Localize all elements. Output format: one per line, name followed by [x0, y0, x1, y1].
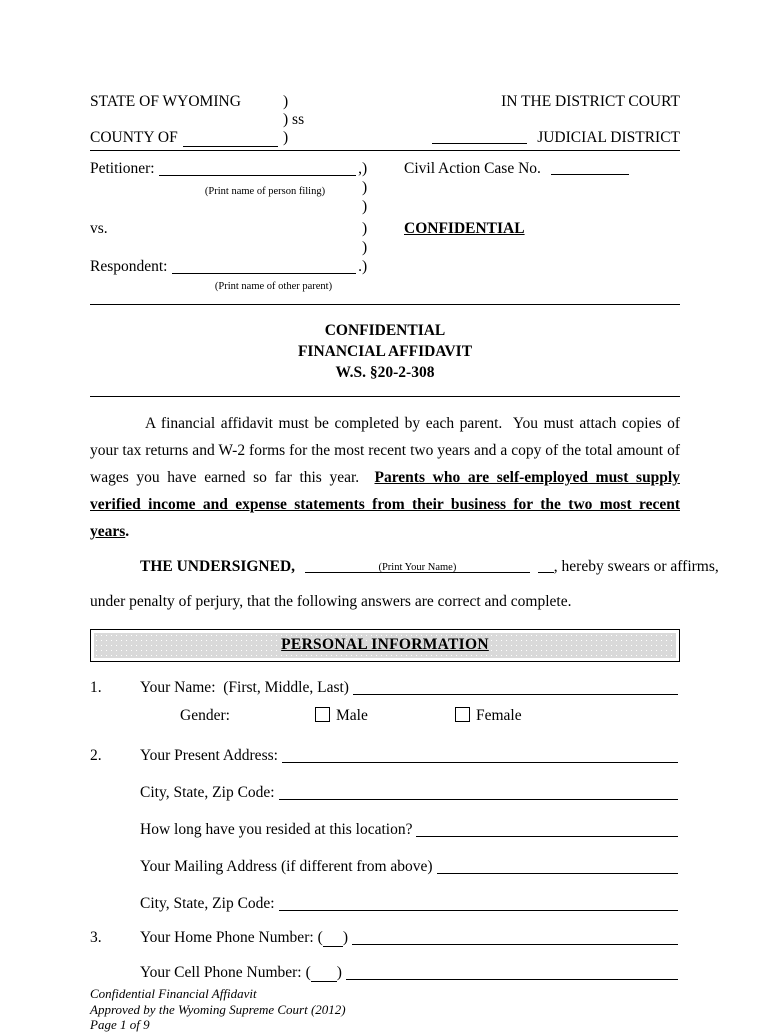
caption-paren: )	[283, 93, 289, 110]
petitioner-name-field[interactable]	[159, 161, 357, 176]
title-line-3: W.S. §20-2-308	[335, 364, 435, 381]
page-footer	[90, 986, 680, 1033]
cell-phone-field[interactable]	[346, 965, 678, 980]
intro-paragraph	[90, 410, 680, 545]
cell-phone-area-code-field[interactable]	[311, 968, 337, 982]
question-1-number: 1.	[90, 679, 102, 696]
close-paren: )	[336, 964, 342, 981]
question-1	[90, 677, 680, 697]
intro-text: A financial affidavit must be completed by each parent. You must attach copies of your tax returns and W-2 forms for the most recent two years and a copy of the total amount of wages you have earned so far this year.	[90, 415, 680, 486]
title-line-1: CONFIDENTIAL	[324, 322, 446, 339]
court-header-row-1	[90, 93, 680, 111]
city-state-zip-field[interactable]	[279, 785, 678, 800]
caption-row-blank-2	[90, 238, 680, 257]
case-number-field[interactable]	[551, 161, 629, 175]
home-phone-field[interactable]	[352, 930, 678, 945]
question-3	[90, 927, 680, 947]
open-paren: (	[317, 929, 323, 946]
your-name-label: Your Name: (First, Middle, Last)	[140, 679, 349, 696]
caption-row-petitioner	[90, 159, 680, 178]
section-header-shading	[94, 633, 676, 658]
mailing-address-label: Your Mailing Address (if different from above)	[140, 858, 433, 875]
caption-paren: )	[362, 258, 368, 275]
question-3-number: 3.	[90, 929, 102, 946]
undersigned-name-field[interactable]	[305, 559, 530, 573]
male-checkbox[interactable]	[315, 707, 330, 722]
footer-page-number: Page 1 of 9	[90, 1017, 150, 1032]
mailing-city-state-zip-field[interactable]	[279, 896, 678, 911]
court-header	[90, 93, 680, 151]
caption-row-respondent	[90, 257, 680, 276]
county-field[interactable]	[183, 133, 278, 147]
home-phone-area-code-field[interactable]	[323, 933, 343, 947]
confidential-label: CONFIDENTIAL	[404, 220, 525, 237]
respondent-hint: (Print name of other parent)	[214, 281, 333, 292]
ss-label: ) ss	[283, 111, 305, 128]
gender-row	[90, 705, 680, 725]
footer-approval-note: Approved by the Wyoming Supreme Court (2012)	[90, 1001, 346, 1017]
caption-paren: )	[362, 220, 368, 237]
open-paren: (	[305, 964, 311, 981]
state-label: STATE OF WYOMING	[90, 93, 241, 110]
intro-terminal: .	[125, 523, 130, 540]
caption-paren: )	[362, 239, 368, 256]
question-2-number: 2.	[90, 747, 102, 764]
title-line-2: FINANCIAL AFFIDAVIT	[297, 343, 473, 360]
county-label: COUNTY OF	[90, 129, 178, 146]
document-title	[90, 305, 680, 397]
respondent-label: Respondent:	[90, 258, 168, 275]
section-title: PERSONAL INFORMATION	[281, 636, 489, 653]
city-state-zip-row-1	[90, 782, 680, 802]
caption-paren: )	[283, 129, 289, 146]
section-header-box	[90, 629, 680, 662]
district-court-label: IN THE DISTRICT COURT	[501, 93, 680, 110]
close-paren: )	[342, 929, 348, 946]
case-caption	[90, 151, 680, 305]
print-your-name-hint: (Print Your Name)	[378, 562, 457, 573]
city-state-zip-row-2	[90, 893, 680, 913]
oath-tail: , hereby swears or affirms,	[553, 558, 719, 575]
gender-label: Gender:	[180, 707, 230, 724]
caption-paren: )	[362, 160, 368, 177]
female-label: Female	[476, 707, 522, 724]
female-checkbox[interactable]	[455, 707, 470, 722]
caption-row-vs	[90, 216, 680, 238]
cell-phone-label: Your Cell Phone Number:	[140, 964, 302, 981]
vs-label: vs.	[90, 220, 108, 237]
petitioner-label: Petitioner:	[90, 160, 155, 177]
comma: ,	[358, 160, 362, 177]
present-address-field[interactable]	[282, 748, 678, 763]
court-header-row-3	[90, 129, 680, 147]
question-2	[90, 745, 680, 765]
respondent-name-field[interactable]	[172, 259, 357, 274]
judicial-district-field[interactable]	[432, 130, 527, 144]
period: .	[358, 258, 362, 275]
caption-paren: )	[362, 198, 368, 215]
case-number-label: Civil Action Case No.	[404, 160, 541, 177]
caption-paren: )	[362, 179, 368, 196]
footer-document-name: Confidential Financial Affidavit	[90, 986, 257, 1001]
intro-bold-underlined-text: Parents who are self-employed must supply verified income and expense statements from their business for the two most recent years	[90, 469, 680, 540]
gender-female-option	[455, 707, 595, 725]
caption-row-petitioner-hint	[90, 178, 680, 197]
mailing-address-row	[90, 856, 680, 876]
judicial-district-label: JUDICIAL DISTRICT	[537, 129, 680, 146]
oath-line-2: under penalty of perjury, that the following answers are correct and complete.	[90, 593, 572, 610]
male-label: Male	[336, 707, 368, 724]
city-state-zip-label: City, State, Zip Code:	[140, 895, 275, 912]
your-name-field[interactable]	[353, 680, 678, 695]
caption-row-blank-1	[90, 197, 680, 216]
residence-duration-label: How long have you resided at this location?	[140, 821, 413, 838]
present-address-label: Your Present Address:	[140, 747, 278, 764]
residence-duration-row	[90, 819, 680, 839]
home-phone-label: Your Home Phone Number:	[140, 929, 314, 946]
undersigned-label: THE UNDERSIGNED,	[140, 558, 296, 575]
city-state-zip-label: City, State, Zip Code:	[140, 784, 275, 801]
caption-row-respondent-hint	[90, 276, 680, 292]
court-header-row-2	[90, 111, 680, 129]
residence-duration-field[interactable]	[416, 822, 678, 837]
oath-line-1	[90, 558, 719, 576]
gender-male-option	[315, 707, 455, 725]
mailing-address-field[interactable]	[437, 859, 678, 874]
petitioner-hint: (Print name of person filing)	[204, 186, 326, 197]
personal-information-section	[90, 677, 680, 982]
cell-phone-row	[90, 962, 680, 982]
undersigned-name-field-short[interactable]	[538, 559, 554, 573]
